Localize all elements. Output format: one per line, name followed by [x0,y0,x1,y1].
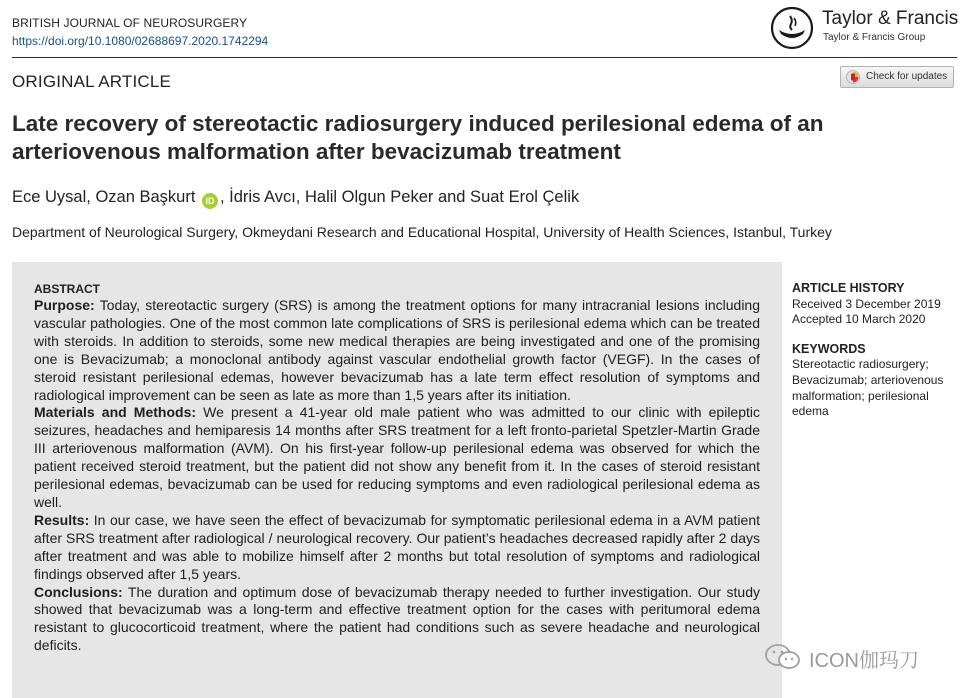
article-title: Late recovery of stereotactic radiosurgery induced perilesional edema of an arteriovenous malformation after bevacizumab treatment [12,111,824,164]
section-label: Materials and Methods: [34,404,197,421]
publisher-name: Taylor & Francis [822,8,959,29]
check-updates-button[interactable] [840,66,954,88]
authors-rest: , İdris Avcı, Halil Olgun Peker and Suat Erol Çelik [220,188,580,206]
affiliation: Department of Neurological Surgery, Okmeydani Research and Educational Hospital, University of Health Sciences, Istanbul, Turkey [12,224,832,240]
article-history [792,281,957,328]
accepted-date: Accepted 10 March 2020 [792,312,926,327]
section-label: Conclusions: [34,583,123,600]
journal-name: BRITISH JOURNAL OF NEUROSURGERY [12,16,248,30]
publisher-group: Taylor & Francis Group [823,32,926,43]
keywords-heading: KEYWORDS [792,341,866,356]
publisher-logo [770,6,965,48]
section-label: Results: [34,511,90,528]
abstract-box [12,262,782,698]
received-date: Received 3 December 2019 [792,296,941,311]
abstract-heading: ABSTRACT [34,282,100,296]
check-updates-label: Check for updates [866,71,948,82]
history-heading: ARTICLE HISTORY [792,281,905,295]
wechat-icon [763,642,803,672]
keywords-block [792,342,957,420]
watermark [763,640,963,674]
section-label: Purpose: [34,297,95,313]
taylor-francis-logo-icon [770,6,814,50]
header-rule [12,57,957,58]
abstract-conclusions [34,584,760,656]
orcid-icon[interactable]: iD [202,193,218,209]
watermark-text: ICON伽玛刀 [809,650,919,672]
abstract-methods [34,404,760,511]
abstract-results [34,512,760,584]
doi-link[interactable]: https://doi.org/10.1080/02688697.2020.1742294 [12,34,269,48]
section-text: We present a 41-year old male patient who was admitted to our clinic with epileptic seizures, headaches and hemiparesis 14 months after SRS treatment for a left fronto-parietal Spetzler-Martin Grade III arteriovenous malformation (AVM). On his first-year follow-up perilesional edema was observed for which the patient received steroid treatment, but the patient did not show any benefit from it. In the cases of steroid resistant perilesional edemas, bevacizumab can be used for reducing symptoms and even radiological perilesional edema as well. [34,404,760,510]
article-type: ORIGINAL ARTICLE [12,72,172,91]
authors-first: Ece Uysal, Ozan Başkurt [12,188,196,206]
abstract-purpose [34,297,760,404]
article-sidebar [792,281,957,434]
section-text: In our case, we have seen the effect of bevacizumab for symptomatic perilesional edema in a AVM patient after SRS treatment after radiological / neurological recovery. Our patient’s headaches decreased rapidly after 2 days after treatment and was able to mobilize himself after 2 months but total resolution of symptoms and radiological findings observed after 1,5 years. [34,511,760,582]
keywords-list: Stereotactic radiosurgery; Bevacizumab; arteriovenous malformation; perilesional edema [792,357,944,419]
section-text: Today, stereotactic surgery (SRS) is among the treatment options for many intracranial lesions including vascular pathologies. One of the most common late complications of SRS is perilesional edema which can be treated with steroids. In addition to steroids, some new medical therapies are being investigated and one of the promising one is Bevacizumab; a monoclonal antibody against vascular endothelial growth factor (VEGF). In the cases of steroid resistant perilesional edemas, however bevacizumab has a late term effect resolution of symptoms and radiological improvement can be seen as late as more than 1,5 years after its initiation. [34,297,760,403]
author-list [12,188,579,209]
check-updates-icon [846,70,860,84]
section-text: The duration and optimum dose of bevacizumab therapy needed to further investigation. Our study showed that bevacizumab was a long-term and effective treatment option for the cases with peritumoral edema resistant to glucocorticoid treatment, where the patient had conditions such as severe headache and neurological deficits. [34,583,760,654]
abstract-body [34,297,760,655]
